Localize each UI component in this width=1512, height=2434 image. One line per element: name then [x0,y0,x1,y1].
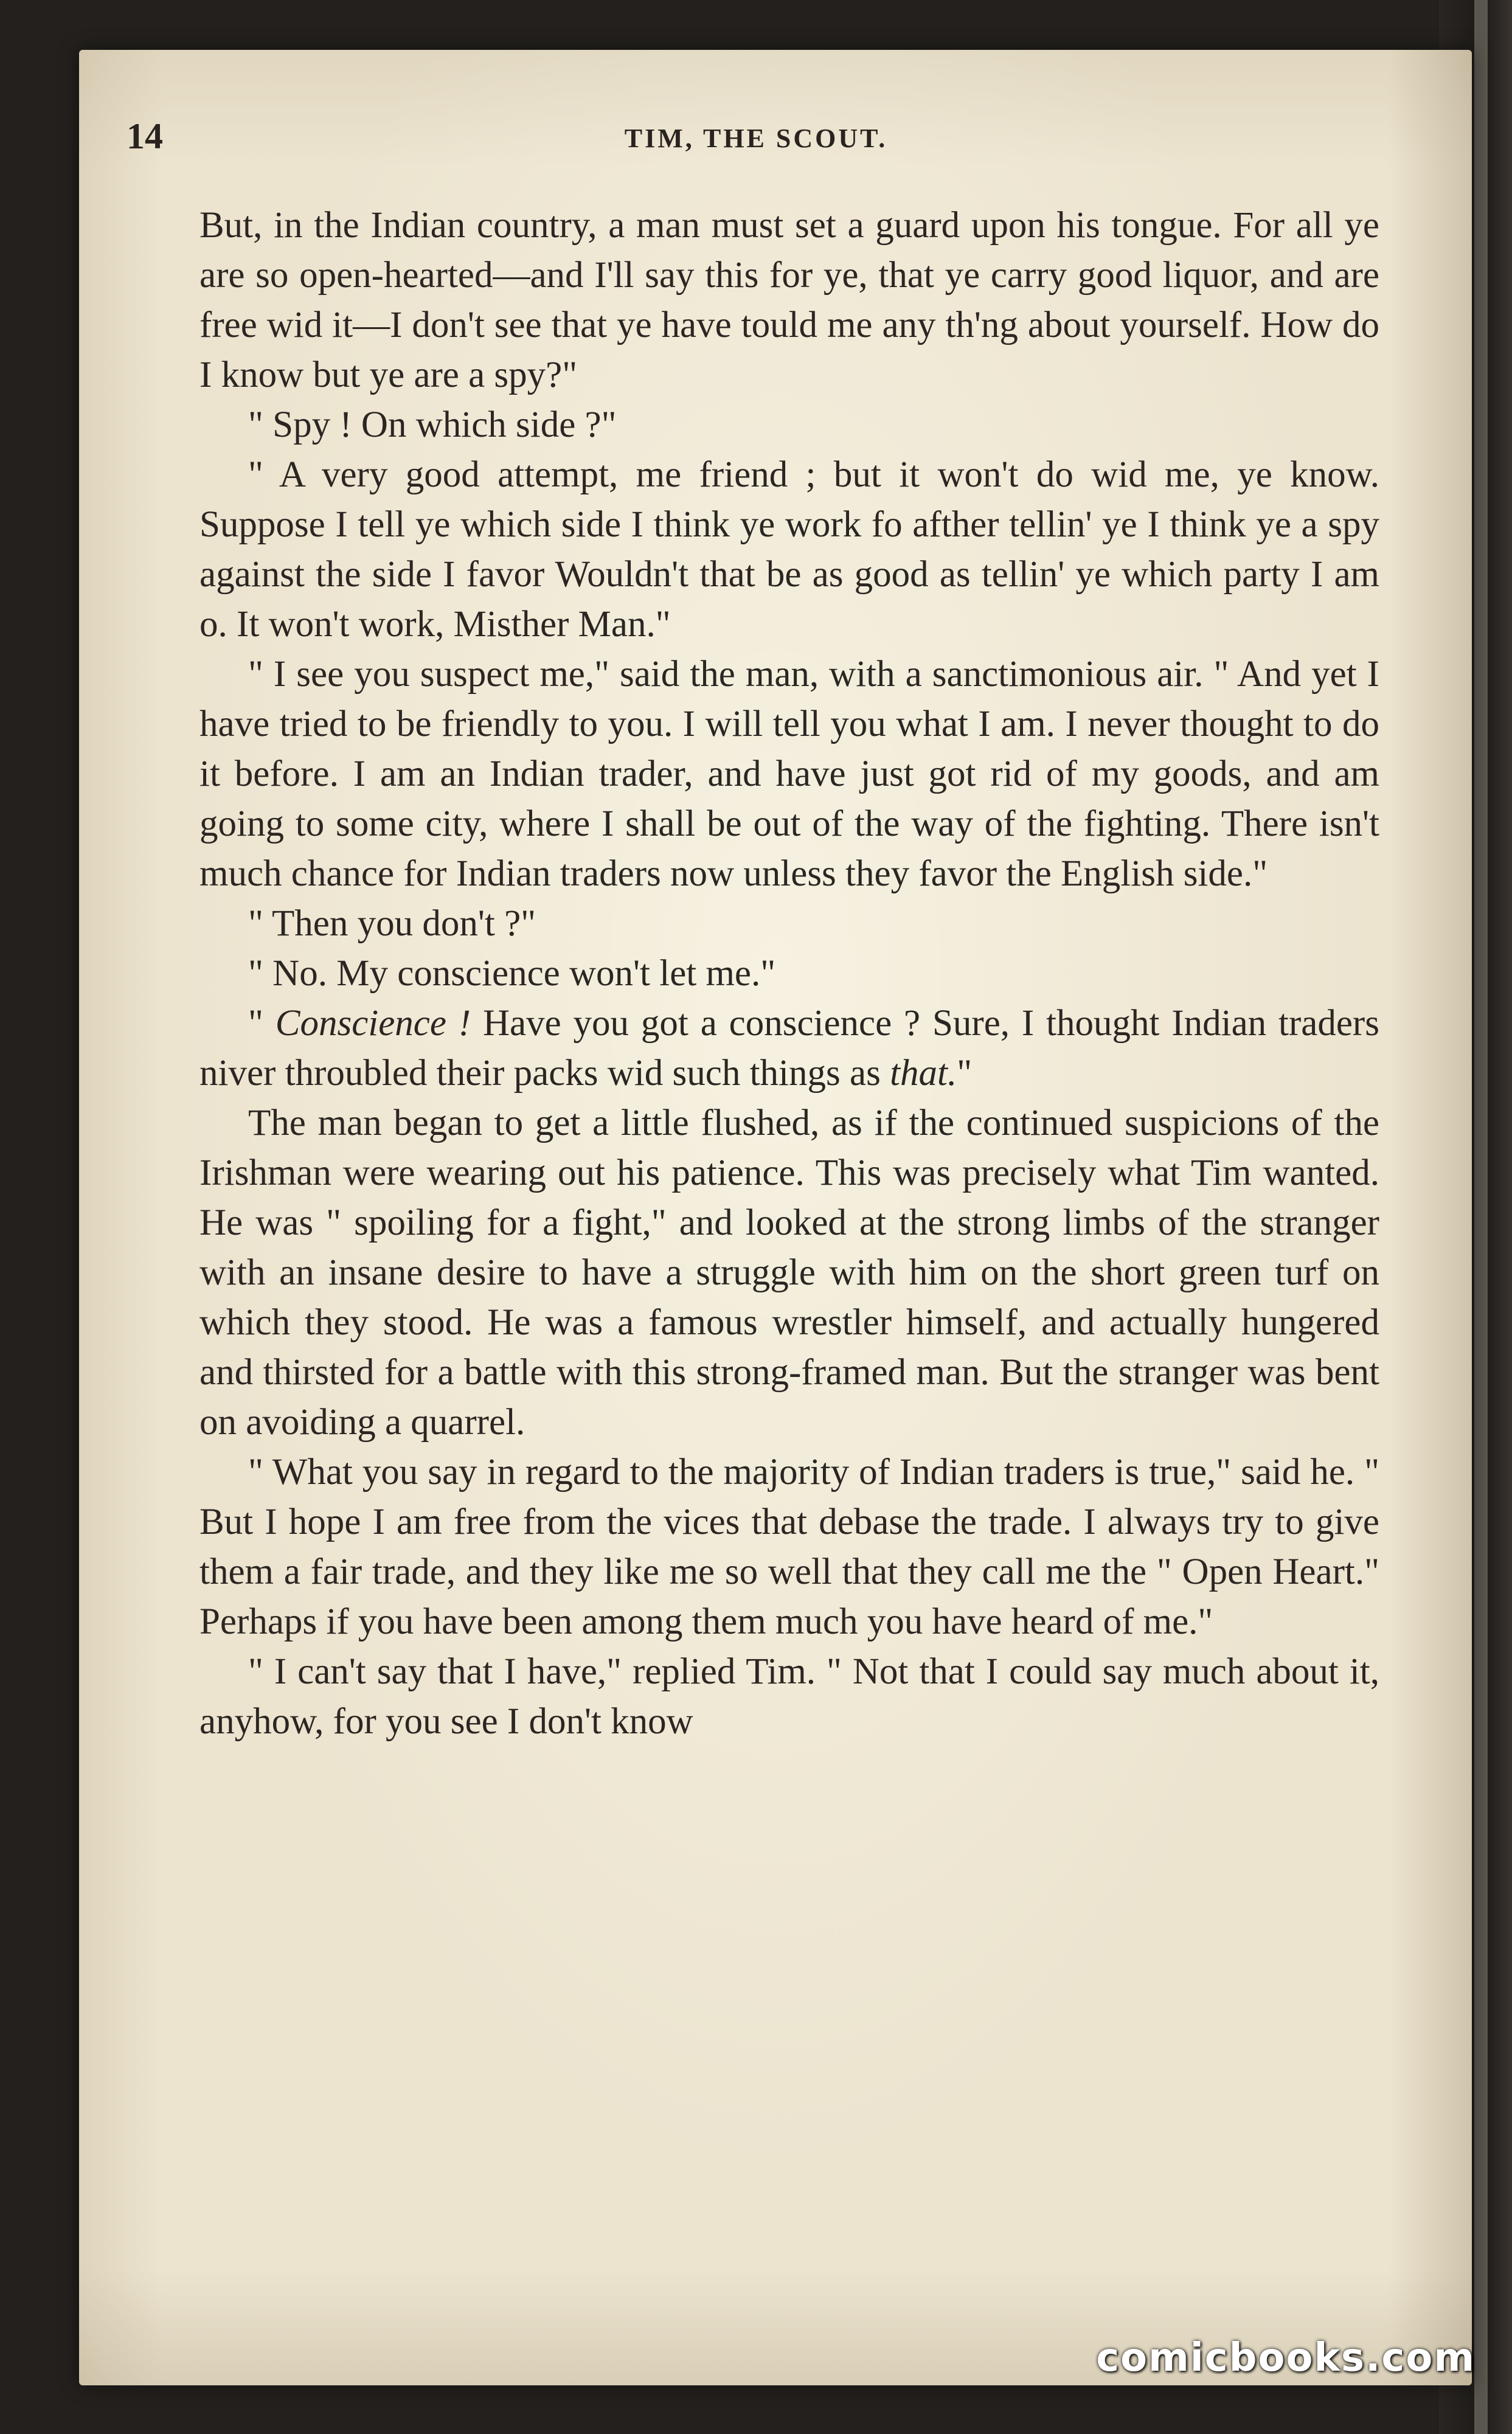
paragraph [199,999,1379,1098]
paragraph: " I see you suspect me," said the man, with a sanctimonious air. " And yet I have tried to be friendly to you. I will tell you what I am. I never thought to do it before. I am an Indian trader, and have just got rid of my goods, and am going to some city, where I shall be out of the way of the fighting. There isn't much chance for Indian traders now unless they favor the English side." [199,654,1379,894]
page-header [127,116,1385,158]
text-run: " [248,1003,276,1044]
paragraph: " Then you don't ?" [248,903,536,944]
page-number: 14 [127,116,163,156]
emphasis: Conscience ! [275,1003,471,1044]
text-run: " [957,1053,973,1094]
paragraph: " Spy ! On which side ?" [248,404,617,445]
text-run: Have you got a conscience ? Sure, I thought Indian traders niver throubled their packs wid such things as [199,1003,1379,1094]
emphasis: that. [890,1053,957,1094]
page-body [199,201,1379,1747]
paragraph: But, in the Indian country, a man must set a guard upon his tongue. For all ye are so open-hearted—and I'll say this for ye, that ye carry good liquor, and are free wid it—I don't see that ye have tould me any th'ng about yourself. How do I know but ye are a spy?" [199,205,1379,395]
paragraph: " What you say in regard to the majority of Indian traders is true," said he. " But I hope I am free from the vices that debase the trade. I always try to give them a fair trade, and they like me so well that they call me the " Open Heart." Perhaps if you have been among them much you have heard of me." [199,1452,1379,1642]
paragraph: The man began to get a little flushed, as if the continued suspicions of the Irishman were wearing out his patience. This was precisely what Tim wanted. He was " spoiling for a fight," and looked at the strong limbs of the stranger with an insane desire to have a struggle with him on the short green turf on which they stood. He was a famous wrestler himself, and actually hungered and thirsted for a battle with this strong-framed man. But the stranger was bent on avoiding a quarrel. [199,1103,1379,1443]
site-watermark: comicbooks.com [1096,2335,1476,2380]
running-head: TIM, THE SCOUT. [624,123,888,153]
paragraph: " No. My conscience won't let me." [248,953,776,994]
paragraph: " A very good attempt, me friend ; but it won't do wid me, ye know. Suppose I tell ye which side I think ye work fo afther tellin' ye I think ye a spy against the side I favor Wouldn't that be as good as tellin' ye which party I am o. It won't work, Misther Man." [199,454,1379,645]
paragraph: " I can't say that I have," replied Tim. " Not that I could say much about it, anyhow, for you see I don't know [199,1651,1379,1742]
next-page-edge [1474,0,1488,2434]
